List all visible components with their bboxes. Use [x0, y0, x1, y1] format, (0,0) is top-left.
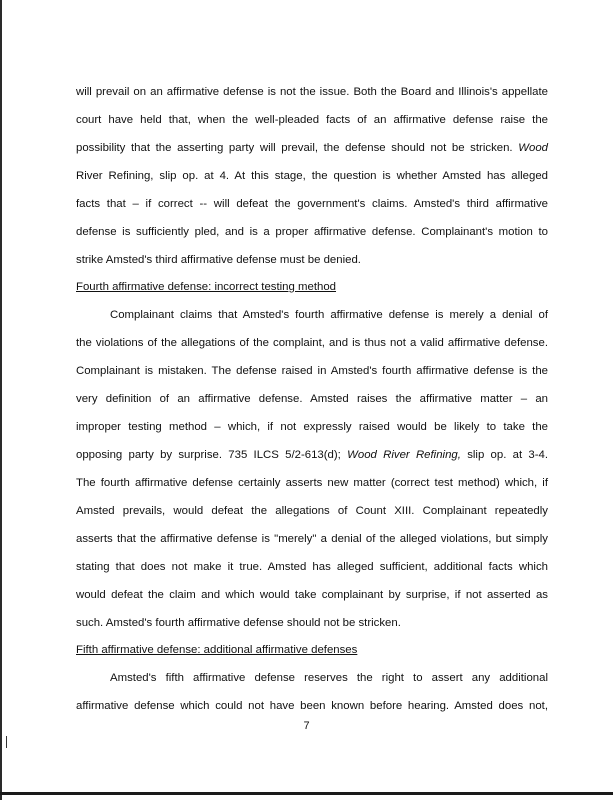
text-line: Amsted's fifth affirmative defense reserves the right to assert any additional: [110, 672, 548, 684]
text-line: improper testing method – which, if not expressly raised would be likely to take the: [76, 421, 548, 433]
text-segment: possibility that the asserting party will prevail, the defense should not be stricken.: [76, 142, 513, 154]
text-line: affirmative defense which could not have been known before hearing. Amsted does not,: [76, 700, 548, 712]
section-heading-fourth: Fourth affirmative defense: incorrect testing method: [76, 281, 337, 293]
text-line: Complainant is mistaken. The defense raised in Amsted's fourth affirmative defense is the: [76, 365, 548, 377]
case-citation-italic: Wood River Refining,: [347, 449, 461, 461]
text-line: strike Amsted's third affirmative defense must be denied.: [76, 254, 361, 266]
text-line: such. Amsted's fourth affirmative defense should not be stricken.: [76, 617, 401, 629]
text-line: [76, 167, 548, 185]
text-line: the violations of the allegations of the complaint, and is thus not a valid affirmative defense.: [76, 337, 548, 349]
text-line: court have held that, when the well-pleaded facts of an affirmative defense raise the: [76, 114, 548, 126]
page-number: 7: [303, 720, 310, 732]
text-segment: slip op. at 3-4.: [467, 449, 549, 461]
case-citation-italic: Wood: [518, 142, 548, 154]
text-line: The fourth affirmative defense certainly asserts new matter (correct test method) which, if: [76, 477, 548, 489]
text-line: [76, 139, 548, 157]
text-segment: opposing party by surprise. 735 ILCS 5/2-613(d);: [76, 449, 341, 461]
scan-left-edge: [0, 0, 2, 800]
text-line: will prevail on an affirmative defense is not the issue. Both the Board and Illinois's appellate: [76, 86, 548, 98]
section-heading-fifth: Fifth affirmative defense: additional affirmative defenses: [76, 644, 358, 656]
scan-bottom-edge: [0, 792, 613, 795]
text-line: stating that does not make it true. Amsted has alleged sufficient, additional facts which: [76, 561, 548, 573]
text-segment: River Refining, slip op. at 4. At this stage, the question is whether Amsted has alleged: [76, 170, 548, 182]
text-line: [76, 446, 548, 464]
text-line: facts that – if correct -- will defeat the government's claims. Amsted's third affirmative: [76, 198, 548, 210]
text-line: asserts that the affirmative defense is "merely" a denial of the alleged violations, but simply: [76, 533, 548, 545]
text-line: would defeat the claim and which would take complainant by surprise, if not asserted as: [76, 589, 548, 601]
scan-margin-mark: [6, 736, 7, 748]
text-line: Amsted prevails, would defeat the allegations of Count XIII. Complainant repeatedly: [76, 505, 548, 517]
text-line: Complainant claims that Amsted's fourth affirmative defense is merely a denial of: [110, 309, 548, 321]
text-line: defense is sufficiently pled, and is a proper affirmative defense. Complainant's motion to: [76, 226, 548, 238]
text-line: very definition of an affirmative defense. Amsted raises the affirmative matter – an: [76, 393, 548, 405]
